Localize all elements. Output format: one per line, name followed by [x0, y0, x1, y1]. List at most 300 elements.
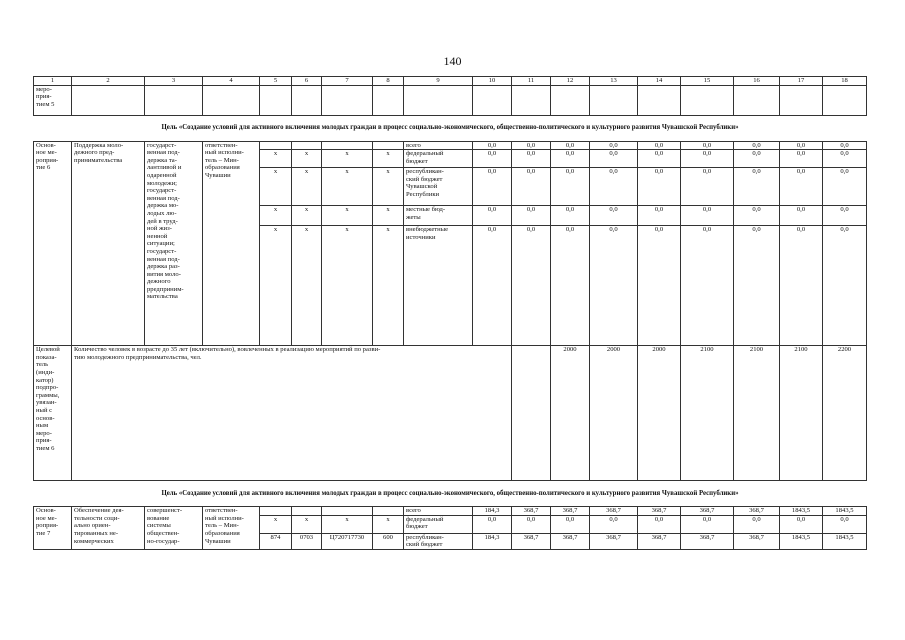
empty-cell — [780, 85, 823, 115]
col-number-cell-text: 2 — [106, 77, 110, 84]
value-cell-text: 0,0 — [654, 150, 664, 158]
value-cell — [590, 515, 638, 533]
value-cell — [823, 168, 867, 206]
col-number-cell — [34, 77, 72, 86]
col-number-cell — [145, 77, 203, 86]
code-cell — [322, 168, 373, 206]
value-cell-text: 1843,5 — [791, 507, 811, 515]
activity-goal-cell — [145, 141, 203, 346]
value-cell-text: 0,0 — [752, 206, 761, 214]
value-cell-text: 0,0 — [526, 226, 536, 234]
code-cell — [292, 150, 322, 168]
value-cell — [780, 150, 823, 168]
value-cell-text: 368,7 — [523, 507, 539, 515]
value-cell-text: 368,7 — [651, 533, 667, 541]
funding-source-cell-text: всего — [406, 507, 421, 515]
value-cell — [681, 226, 734, 346]
col-number-cell — [734, 77, 780, 86]
value-cell-text: 2100 — [749, 346, 764, 354]
value-cell-text: 368,7 — [749, 507, 764, 515]
code-cell — [373, 533, 404, 549]
code-cell — [373, 507, 404, 516]
code-cell-text: 0703 — [299, 533, 314, 541]
value-cell-text: 184,3 — [484, 507, 500, 515]
funding-source-cell — [404, 206, 473, 226]
value-cell-text: 0,0 — [487, 150, 497, 158]
code-cell — [260, 515, 292, 533]
continuation-row — [34, 85, 867, 115]
value-cell-text: 1843,5 — [835, 507, 854, 515]
funding-source-cell-text: всего — [406, 141, 421, 149]
col-number-cell — [322, 77, 373, 86]
value-cell — [681, 206, 734, 226]
value-cell — [473, 507, 512, 516]
code-cell-text: x — [273, 206, 278, 214]
col-number-cell-text: 18 — [841, 77, 848, 84]
code-cell — [373, 150, 404, 168]
funding-source-cell-text: федеральный бюджет — [406, 150, 444, 165]
value-cell — [590, 206, 638, 226]
page-number: 140 — [443, 54, 462, 68]
value-cell — [551, 515, 590, 533]
col-number-cell-text: 1 — [50, 77, 55, 84]
code-cell — [322, 206, 373, 226]
funding-row — [34, 141, 867, 150]
code-cell — [322, 515, 373, 533]
col-number-cell-text: 7 — [345, 77, 349, 84]
indicator-row — [34, 346, 867, 481]
funding-source-cell-text: внебюджетные источники — [406, 226, 449, 241]
col-number-cell — [780, 77, 823, 86]
value-cell-text: 2100 — [700, 346, 714, 354]
code-cell-text: 600 — [383, 533, 393, 541]
value-cell-text: 0,0 — [702, 515, 712, 523]
value-cell-text: 0,0 — [487, 206, 497, 214]
col-number-cell — [638, 77, 681, 86]
code-cell-text: x — [304, 515, 309, 523]
value-cell-text: 0,0 — [840, 141, 849, 149]
value-cell — [823, 206, 867, 226]
value-cell — [823, 533, 867, 549]
col-number-cell-text: 15 — [703, 77, 711, 84]
empty-cell — [404, 85, 473, 115]
funding-source-cell — [404, 507, 473, 516]
col-number-cell — [512, 77, 551, 86]
code-cell — [260, 150, 292, 168]
activity-goal-cell-text: совершенст- вование системы обществен- но-государ- — [147, 507, 183, 545]
funding-row — [34, 507, 867, 516]
value-cell — [512, 150, 551, 168]
value-cell-text: 0,0 — [565, 226, 575, 234]
empty-cell — [638, 85, 681, 115]
code-cell — [373, 206, 404, 226]
activity-label-cell-text: Основ- ное ме- роприя- тие 6 — [36, 141, 59, 172]
funding-source-cell — [404, 141, 473, 150]
value-cell — [780, 507, 823, 516]
activity-name-cell — [72, 507, 145, 550]
empty-cell — [260, 85, 292, 115]
value-cell — [823, 346, 867, 481]
value-cell-text: 0,0 — [796, 515, 806, 523]
value-cell — [638, 168, 681, 206]
value-cell — [638, 150, 681, 168]
code-cell — [322, 507, 373, 516]
code-cell-text: x — [386, 226, 390, 234]
value-cell-text: 2000 — [652, 346, 666, 354]
code-cell — [373, 168, 404, 206]
value-cell — [638, 515, 681, 533]
value-cell-text: 0,0 — [487, 515, 497, 523]
col-number-cell — [260, 77, 292, 86]
funding-source-cell — [404, 226, 473, 346]
value-cell — [638, 141, 681, 150]
value-cell — [638, 533, 681, 549]
code-cell-text: x — [345, 515, 349, 523]
value-cell — [551, 507, 590, 516]
funding-source-cell — [404, 515, 473, 533]
funding-source-cell-text: республикан- ский бюджет — [406, 533, 444, 549]
value-cell-text: 368,7 — [606, 507, 621, 515]
value-cell — [473, 226, 512, 346]
funding-source-cell-text: республикан- ский бюджет Чувашской Республики — [406, 168, 444, 198]
activity-goal-cell — [145, 507, 203, 550]
goal-row — [34, 481, 867, 507]
value-cell-text: 0,0 — [609, 168, 618, 176]
value-cell-text: 2000 — [606, 346, 621, 354]
value-cell-text: 184,3 — [484, 533, 500, 541]
code-cell — [260, 168, 292, 206]
value-cell-text: 0,0 — [565, 168, 575, 176]
code-cell-text: x — [273, 168, 278, 176]
value-cell — [473, 515, 512, 533]
code-cell — [292, 515, 322, 533]
value-cell-text: 0,0 — [526, 141, 536, 149]
code-cell-text: Ц720717730 — [329, 533, 365, 541]
empty-cell — [145, 85, 203, 115]
activity-label-cell — [34, 507, 72, 550]
goal-text — [34, 115, 867, 141]
value-cell — [551, 150, 590, 168]
budget-table — [33, 76, 867, 550]
value-cell-text: 0,0 — [840, 226, 849, 234]
value-cell — [512, 226, 551, 346]
value-cell — [551, 346, 590, 481]
code-cell-text: x — [345, 226, 349, 234]
code-cell — [322, 226, 373, 346]
value-cell-text: 0,0 — [526, 150, 536, 158]
value-cell — [780, 206, 823, 226]
col-number-cell-text: 6 — [304, 77, 309, 84]
col-number-cell — [681, 77, 734, 86]
executor-cell-text: ответствен- ный исполни- тель – Мин- образования Чувашии — [205, 507, 244, 545]
col-number-cell-text: 11 — [527, 77, 535, 84]
value-cell — [512, 168, 551, 206]
value-cell-text: 0,0 — [609, 206, 618, 214]
code-cell — [260, 226, 292, 346]
code-cell — [292, 168, 322, 206]
value-cell — [780, 515, 823, 533]
code-cell — [260, 206, 292, 226]
value-cell — [551, 206, 590, 226]
value-cell — [734, 206, 780, 226]
col-number-cell — [404, 77, 473, 86]
code-cell — [292, 141, 322, 150]
value-cell — [512, 507, 551, 516]
code-cell-text: x — [304, 168, 309, 176]
code-cell-text: x — [304, 226, 309, 234]
value-cell — [590, 507, 638, 516]
value-cell — [590, 168, 638, 206]
code-cell-text: x — [273, 226, 278, 234]
executor-cell-text: ответствен- ный исполни- тель – Мин- образования Чувашии — [205, 141, 244, 179]
empty-cell — [681, 85, 734, 115]
value-cell — [512, 533, 551, 549]
value-cell — [512, 346, 551, 481]
value-cell-text: 2000 — [563, 346, 577, 354]
value-cell — [681, 346, 734, 481]
col-number-cell — [72, 77, 145, 86]
value-cell-text: 0,0 — [654, 515, 664, 523]
value-cell — [590, 346, 638, 481]
value-cell-text: 0,0 — [526, 168, 536, 176]
col-number-cell-text: 3 — [171, 77, 176, 84]
value-cell — [551, 141, 590, 150]
code-cell — [292, 226, 322, 346]
col-number-cell-text: 17 — [797, 77, 805, 84]
executor-cell — [203, 507, 260, 550]
value-cell-text: 0,0 — [487, 168, 497, 176]
value-cell-text: 0,0 — [796, 226, 806, 234]
header-row — [34, 77, 867, 86]
value-cell — [823, 226, 867, 346]
value-cell-text: 0,0 — [796, 141, 806, 149]
empty-cell — [292, 85, 322, 115]
empty-cell — [823, 85, 867, 115]
code-cell-text: 874 — [270, 533, 281, 541]
code-cell-text: x — [345, 168, 349, 176]
col-number-cell-text: 8 — [386, 77, 390, 84]
value-cell-text: 0,0 — [654, 206, 664, 214]
indicator-label-cell-text: Целевой показа- тель (инди- катор) подпро- граммы, увязан- ный с основ- ным меро- прия- тием 6 — [36, 346, 60, 452]
empty-cell — [373, 85, 404, 115]
value-cell — [638, 206, 681, 226]
activity-name-cell-text: Обеспечение дея- тельности соци- ально ориен- тированных не- коммерческих — [74, 507, 124, 545]
indicator-label-cell — [34, 346, 72, 481]
code-cell — [260, 533, 292, 549]
value-cell — [734, 515, 780, 533]
value-cell — [734, 150, 780, 168]
col-number-cell-text: 4 — [229, 77, 233, 84]
code-cell-text: x — [345, 206, 349, 214]
value-cell-text: 0,0 — [840, 206, 849, 214]
code-cell — [322, 533, 373, 549]
value-cell — [638, 507, 681, 516]
value-cell — [590, 141, 638, 150]
code-cell — [373, 226, 404, 346]
col-number-cell-text: 10 — [488, 77, 496, 84]
code-cell — [260, 141, 292, 150]
value-cell — [512, 515, 551, 533]
value-cell-text: 0,0 — [565, 141, 575, 149]
value-cell — [681, 141, 734, 150]
code-cell — [373, 515, 404, 533]
funding-source-cell-text: местные бюд- жеты — [406, 206, 446, 221]
value-cell-text: 368,7 — [606, 533, 621, 541]
value-cell-text: 368,7 — [523, 533, 539, 541]
indicator-text-cell-text: Количество человек в возрасте до 35 лет (включительно), вовлеченных в реализацию мероприятий по разви- тию молодежного предпринимательства, чел. — [74, 346, 381, 361]
value-cell-text: 0,0 — [840, 515, 849, 523]
indicator-text-cell — [72, 346, 512, 481]
empty-cell — [72, 85, 145, 115]
col-number-cell-text: 14 — [655, 77, 663, 84]
col-number-cell-text: 13 — [610, 77, 617, 84]
value-cell-text: 0,0 — [654, 168, 664, 176]
value-cell — [734, 141, 780, 150]
code-cell-text: x — [345, 150, 349, 158]
value-cell — [780, 533, 823, 549]
code-cell — [292, 507, 322, 516]
value-cell-text: 0,0 — [526, 515, 536, 523]
value-cell-text: 368,7 — [562, 507, 578, 515]
activity-label-cell-text: Основ- ное ме- роприя- тие 7 — [36, 507, 59, 537]
code-cell-text: x — [273, 515, 278, 523]
value-cell-text: 0,0 — [702, 141, 712, 149]
code-cell-text: x — [386, 206, 390, 214]
value-cell-text: 2200 — [837, 346, 852, 354]
activity-label-cell — [34, 85, 72, 115]
code-cell — [292, 206, 322, 226]
value-cell — [734, 507, 780, 516]
value-cell-text: 368,7 — [749, 533, 764, 541]
value-cell-text: 0,0 — [796, 206, 806, 214]
col-number-cell — [590, 77, 638, 86]
value-cell — [734, 226, 780, 346]
value-cell — [590, 533, 638, 549]
goal-row — [34, 115, 867, 141]
empty-cell — [512, 85, 551, 115]
code-cell-text: x — [304, 206, 309, 214]
value-cell — [681, 507, 734, 516]
goal-text-text: Цель «Создание условий для активного включения молодых граждан в процесс социально-экономического, общественно-политического и культурного развития Чувашской Республики» — [161, 124, 739, 132]
funding-source-cell — [404, 533, 473, 549]
value-cell — [473, 206, 512, 226]
col-number-cell — [292, 77, 322, 86]
value-cell — [473, 150, 512, 168]
value-cell — [473, 168, 512, 206]
code-cell — [292, 533, 322, 549]
value-cell-text: 1843,5 — [791, 533, 811, 541]
value-cell-text: 0,0 — [752, 150, 761, 158]
value-cell-text: 0,0 — [609, 150, 618, 158]
value-cell — [473, 533, 512, 549]
empty-cell — [590, 85, 638, 115]
value-cell-text: 0,0 — [702, 150, 712, 158]
value-cell-text: 0,0 — [752, 515, 761, 523]
funding-source-cell-text: федеральный бюджет — [406, 515, 444, 531]
value-cell — [780, 141, 823, 150]
value-cell-text: 0,0 — [526, 206, 536, 214]
value-cell — [823, 507, 867, 516]
col-number-cell — [203, 77, 260, 86]
col-number-cell — [823, 77, 867, 86]
code-cell — [322, 150, 373, 168]
code-cell — [260, 507, 292, 516]
value-cell-text: 0,0 — [609, 141, 618, 149]
value-cell-text: 368,7 — [699, 533, 715, 541]
value-cell — [681, 168, 734, 206]
value-cell-text: 0,0 — [609, 226, 618, 234]
code-cell-text: x — [386, 150, 390, 158]
value-cell-text: 368,7 — [562, 533, 578, 541]
value-cell — [551, 533, 590, 549]
activity-name-cell-text: Поддержка моло- дежного пред- принимательства — [74, 141, 124, 164]
col-number-cell-text: 12 — [566, 77, 574, 84]
value-cell — [512, 141, 551, 150]
value-cell-text: 0,0 — [609, 515, 618, 523]
value-cell — [780, 346, 823, 481]
value-cell — [551, 168, 590, 206]
value-cell — [638, 346, 681, 481]
value-cell-text: 0,0 — [487, 226, 497, 234]
empty-cell — [322, 85, 373, 115]
value-cell — [823, 141, 867, 150]
col-number-cell — [551, 77, 590, 86]
value-cell-text: 368,7 — [651, 507, 667, 515]
value-cell-text: 0,0 — [752, 226, 761, 234]
value-cell — [590, 150, 638, 168]
value-cell — [512, 206, 551, 226]
value-cell — [590, 226, 638, 346]
col-number-cell-text: 16 — [753, 77, 760, 84]
code-cell-text: x — [386, 515, 390, 523]
value-cell — [551, 226, 590, 346]
value-cell-text: 0,0 — [752, 141, 761, 149]
col-number-cell — [473, 77, 512, 86]
value-cell-text: 0,0 — [752, 168, 761, 176]
value-cell — [473, 141, 512, 150]
value-cell — [823, 515, 867, 533]
activity-label-cell — [34, 141, 72, 346]
value-cell — [681, 533, 734, 549]
code-cell-text: x — [273, 150, 278, 158]
executor-cell — [203, 141, 260, 346]
activity-name-cell — [72, 141, 145, 346]
funding-source-cell — [404, 150, 473, 168]
value-cell-text: 368,7 — [699, 507, 715, 515]
value-cell — [681, 515, 734, 533]
code-cell-text: x — [304, 150, 309, 158]
value-cell — [780, 168, 823, 206]
value-cell — [734, 168, 780, 206]
empty-cell — [734, 85, 780, 115]
value-cell-text: 0,0 — [840, 150, 849, 158]
value-cell-text: 0,0 — [796, 168, 806, 176]
col-number-cell — [373, 77, 404, 86]
value-cell — [780, 226, 823, 346]
value-cell — [734, 533, 780, 549]
value-cell-text: 2100 — [794, 346, 808, 354]
goal-text — [34, 481, 867, 507]
value-cell-text: 0,0 — [487, 141, 497, 149]
empty-cell — [203, 85, 260, 115]
activity-goal-cell-text: государст- венная под- держка та- лантливой и одаренной молодежи; государст- венная под- держка мо- лодых лю- дей в труд- ной жиз- ненной ситуации; государст- венная под- держка раз- вития моло- дежного pредприним- мательства — [147, 141, 184, 301]
col-number-cell-text: 5 — [273, 77, 278, 84]
value-cell-text: 0,0 — [565, 150, 575, 158]
col-number-cell-text: 9 — [436, 77, 440, 84]
value-cell-text: 0,0 — [565, 515, 575, 523]
code-cell — [373, 141, 404, 150]
funding-source-cell — [404, 168, 473, 206]
